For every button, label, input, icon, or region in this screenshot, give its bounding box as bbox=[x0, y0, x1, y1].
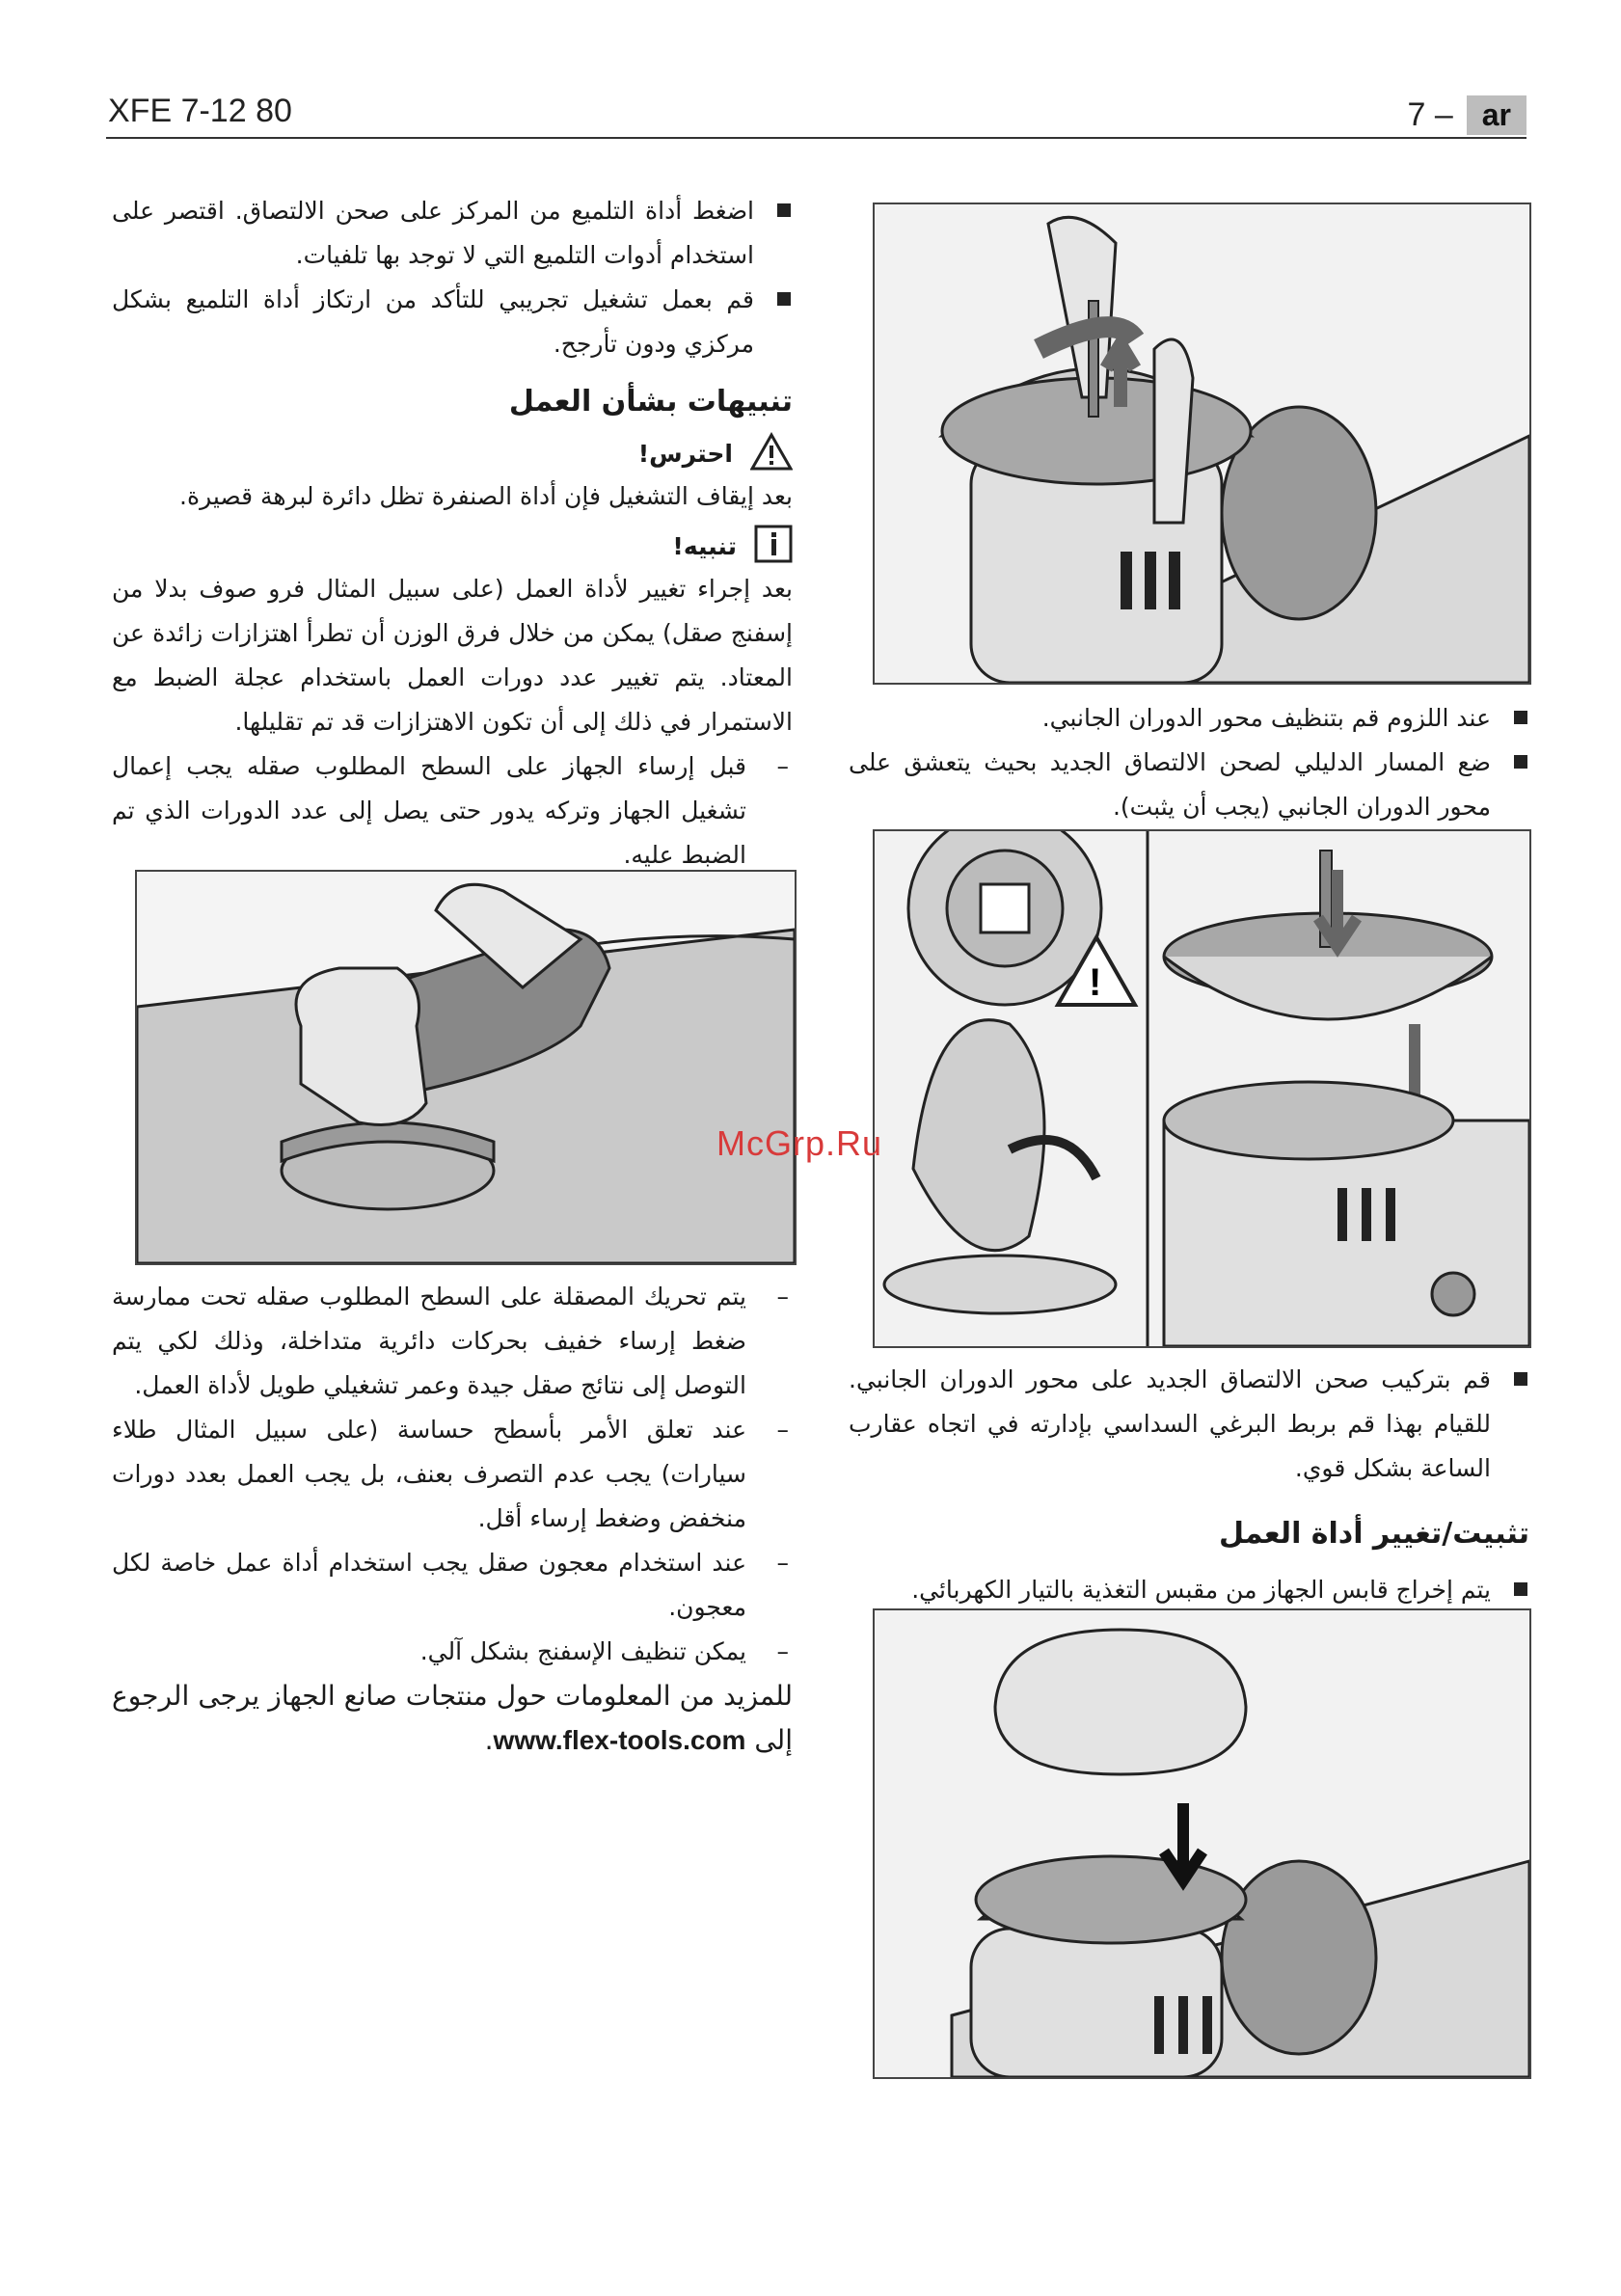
caution-text: بعد إيقاف التشغيل فإن أداة الصنفرة تظل دائرة لبرهة قصيرة. bbox=[179, 482, 793, 510]
section-heading-work-tips: تنبيهات بشأن العمل bbox=[508, 385, 793, 419]
footer-more-info: للمزيد من المعلومات حول منتجات صانع الجهاز يرجى الرجوع إلى www.flex-tools.com. bbox=[112, 1680, 793, 1756]
warning-triangle-icon bbox=[750, 432, 793, 474]
instruction-sensitive-surfaces: – عند تعلق الأمر بأسطح حساسة (على سبيل المثال طلاء سيارات) يجب عدم التصرف بعنف، بل يجب العمل بعدد دورات منخفض وضغط إرساء أقل. bbox=[112, 1408, 793, 1541]
page-number: 7 – bbox=[1407, 95, 1453, 133]
info-icon bbox=[754, 525, 793, 567]
instruction-move-polisher: – يتم تحريك المصقلة على السطح المطلوب صقله تحت ممارسة ضغط إرساء خفيف بحركات دائرية متداخلة، وذلك لكي يتم التوصل إلى نتائج صقل جيدة وعمر تشغيلي طويل لأداة العمل. bbox=[112, 1275, 793, 1408]
instruction-polish-paste: – عند استخدام معجون صقل يجب استخدام أداة عمل خاصة لكل معجون. bbox=[112, 1541, 793, 1630]
note-label: تنبيه! bbox=[672, 531, 737, 560]
section-heading-change-tool: تثبيت/تغيير أداة العمل bbox=[1218, 1517, 1529, 1551]
instruction-clean-sponge: – يمكن تنظيف الإسفنج بشكل آلي. bbox=[112, 1630, 793, 1674]
instruction-start-before-contact: – قبل إرساء الجهاز على السطح المطلوب صقله يجب إعمال تشغيل الجهاز وتركه يدور حتى يصل إلى عدد الدورات الذي تم الضبط عليه. bbox=[112, 744, 793, 878]
note-heading bbox=[112, 525, 793, 567]
svg-text:!: ! bbox=[1089, 961, 1102, 1004]
instruction-press-tool: اضغط أداة التلميع من المركز على صحن الالتصاق. اقتصر على استخدام أدوات التلميع التي لا توجد بها تلفيات. bbox=[112, 189, 793, 278]
figure-sponge-mount bbox=[873, 1608, 1531, 2079]
figure-attach-pad bbox=[873, 203, 1531, 685]
header-right bbox=[1407, 93, 1526, 137]
instruction-clean-spindle: عند اللزوم قم بتنظيف محور الدوران الجانبي. bbox=[849, 696, 1529, 741]
instruction-place-pad: ضع المسار الدليلي لصحن الالتصاق الجديد بحيث يتعشق على محور الدوران الجانبي (يجب أن يثبت). bbox=[849, 741, 1529, 829]
instruction-test-run: قم بعمل تشغيل تجريبي للتأكد من ارتكاز أداة التلميع بشكل مركزي ودون تأرجح. bbox=[112, 278, 793, 366]
language-badge: ar bbox=[1467, 95, 1526, 135]
header-model: XFE 7-12 80 bbox=[108, 93, 292, 129]
figure-pad-alignment bbox=[873, 829, 1531, 1348]
website-link[interactable]: www.flex-tools.com bbox=[493, 1725, 746, 1755]
instruction-tighten-pad: قم بتركيب صحن الالتصاق الجديد على محور الدوران الجانبي. للقيام بهذا قم بربط البرغي السداسي بإدارته في اتجاه عقارب الساعة بشكل قوي. bbox=[849, 1358, 1529, 1491]
watermark: McGrp.Ru bbox=[716, 1123, 883, 1163]
instruction-unplug: يتم إخراج قابس الجهاز من مقبس التغذية بالتيار الكهربائي. bbox=[849, 1568, 1529, 1612]
caution-label: احترس! bbox=[637, 439, 733, 468]
figure-polishing-surface bbox=[135, 870, 797, 1265]
header-rule bbox=[106, 137, 1526, 139]
note-text: بعد إجراء تغيير لأداة العمل (على سبيل المثال فرو صوف بدلا من إسفنج صقل) يمكن من خلال فرق الوزن أن تطرأ اهتزازات زائدة عن المعتاد. يتم تغيير عدد دورات العمل باستخدام عجلة الضبط مع الاستمرار في ذلك إلى أن تكون الاهتزازات قد تم تقليلها. bbox=[112, 575, 793, 736]
caution-heading bbox=[112, 432, 793, 474]
